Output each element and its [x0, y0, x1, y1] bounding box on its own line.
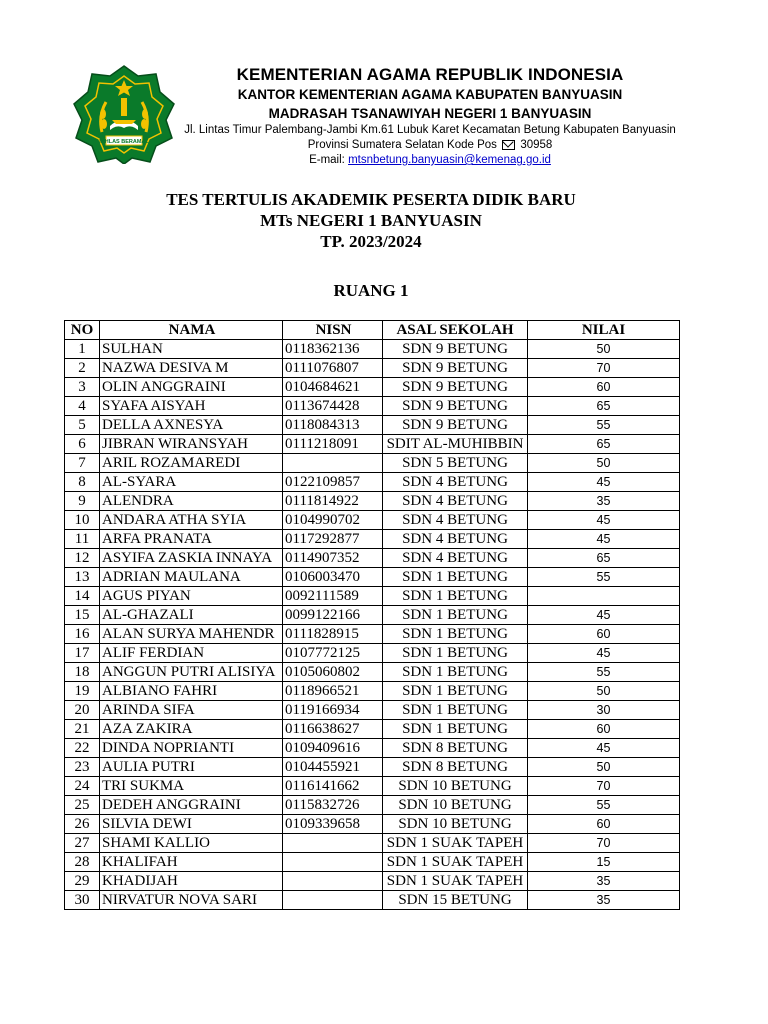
table-row: [65, 644, 680, 663]
cell-nama: ALIF FERDIAN: [100, 644, 283, 663]
cell-asal-sekolah: SDN 4 BETUNG: [383, 549, 528, 568]
cell-asal-sekolah: SDN 10 BETUNG: [383, 815, 528, 834]
table-row: [65, 568, 680, 587]
cell-nama: DEDEH ANGGRAINI: [100, 796, 283, 815]
table-row: [65, 701, 680, 720]
cell-nama: SHAMI KALLIO: [100, 834, 283, 853]
email-link[interactable]: mtsnbetung.banyuasin@kemenag.go.id: [348, 154, 551, 166]
title-line-1: TES TERTULIS AKADEMIK PESERTA DIDIK BARU: [166, 190, 576, 209]
cell-nisn: [283, 891, 383, 910]
cell-nama: AZA ZAKIRA: [100, 720, 283, 739]
document-title: [0, 189, 742, 252]
table-row: [65, 378, 680, 397]
cell-nisn: [283, 454, 383, 473]
cell-no: 28: [65, 853, 100, 872]
cell-nama: KHADIJAH: [100, 872, 283, 891]
cell-no: 13: [65, 568, 100, 587]
cell-no: 26: [65, 815, 100, 834]
cell-nama: ANGGUN PUTRI ALISIYA: [100, 663, 283, 682]
cell-nilai: 50: [528, 340, 680, 359]
cell-asal-sekolah: SDN 10 BETUNG: [383, 796, 528, 815]
table-row: [65, 492, 680, 511]
title-line-3: TP. 2023/2024: [320, 232, 422, 251]
table-row: [65, 359, 680, 378]
table-row: [65, 853, 680, 872]
table-row: [65, 815, 680, 834]
cell-nama: AGUS PIYAN: [100, 587, 283, 606]
cell-asal-sekolah: SDN 9 BETUNG: [383, 340, 528, 359]
cell-nilai: 50: [528, 758, 680, 777]
cell-no: 29: [65, 872, 100, 891]
ministry-name: KEMENTERIAN AGAMA REPUBLIK INDONESIA: [236, 65, 624, 84]
cell-no: 12: [65, 549, 100, 568]
cell-asal-sekolah: SDN 1 BETUNG: [383, 625, 528, 644]
cell-nilai: 55: [528, 796, 680, 815]
table-row: [65, 891, 680, 910]
cell-asal-sekolah: SDN 10 BETUNG: [383, 777, 528, 796]
cell-nisn: 0104684621: [283, 378, 383, 397]
cell-nisn: 0116141662: [283, 777, 383, 796]
cell-nisn: 0109409616: [283, 739, 383, 758]
cell-no: 18: [65, 663, 100, 682]
cell-nisn: 0118362136: [283, 340, 383, 359]
email-line: [180, 153, 680, 168]
cell-nisn: 0111814922: [283, 492, 383, 511]
cell-asal-sekolah: SDN 5 BETUNG: [383, 454, 528, 473]
title-line-2: MTs NEGERI 1 BANYUASIN: [260, 211, 482, 230]
cell-asal-sekolah: SDN 1 BETUNG: [383, 644, 528, 663]
cell-nama: SULHAN: [100, 340, 283, 359]
table-row: [65, 606, 680, 625]
cell-nama: ALBIANO FAHRI: [100, 682, 283, 701]
table-row: [65, 682, 680, 701]
table-row: [65, 663, 680, 682]
email-label: E-mail:: [309, 154, 345, 166]
cell-nisn: 0111218091: [283, 435, 383, 454]
cell-nisn: 0118966521: [283, 682, 383, 701]
table-row: [65, 587, 680, 606]
cell-nisn: 0105060802: [283, 663, 383, 682]
cell-no: 5: [65, 416, 100, 435]
cell-no: 11: [65, 530, 100, 549]
cell-nisn: [283, 872, 383, 891]
table-header-row: [65, 321, 680, 340]
cell-asal-sekolah: SDN 4 BETUNG: [383, 492, 528, 511]
cell-asal-sekolah: SDN 1 BETUNG: [383, 587, 528, 606]
cell-nisn: 0099122166: [283, 606, 383, 625]
postal-code: 30958: [520, 139, 553, 151]
cell-nisn: [283, 853, 383, 872]
cell-asal-sekolah: SDN 4 BETUNG: [383, 473, 528, 492]
cell-nisn: 0118084313: [283, 416, 383, 435]
column-header-nisn: NISN: [283, 321, 383, 340]
cell-nama: ARFA PRANATA: [100, 530, 283, 549]
cell-nama: KHALIFAH: [100, 853, 283, 872]
cell-nisn: 0113674428: [283, 397, 383, 416]
logo-motto: IKHLAS BERAMAL: [99, 139, 149, 145]
column-header-nama: NAMA: [100, 321, 283, 340]
cell-nisn: 0116638627: [283, 720, 383, 739]
cell-nisn: 0104455921: [283, 758, 383, 777]
cell-nisn: 0107772125: [283, 644, 383, 663]
cell-no: 23: [65, 758, 100, 777]
table-row: [65, 777, 680, 796]
table-row: [65, 549, 680, 568]
cell-nisn: 0106003470: [283, 568, 383, 587]
cell-nama: DELLA AXNESYA: [100, 416, 283, 435]
table-row: [65, 834, 680, 853]
kemenag-logo-icon: [72, 64, 176, 164]
cell-asal-sekolah: SDN 9 BETUNG: [383, 397, 528, 416]
cell-nilai: 45: [528, 473, 680, 492]
cell-no: 14: [65, 587, 100, 606]
cell-nilai: 35: [528, 891, 680, 910]
cell-nilai: 70: [528, 777, 680, 796]
column-header-asal-sekolah: ASAL SEKOLAH: [383, 321, 528, 340]
cell-nisn: 0111076807: [283, 359, 383, 378]
cell-nilai: 45: [528, 606, 680, 625]
cell-asal-sekolah: SDN 15 BETUNG: [383, 891, 528, 910]
cell-nilai: 65: [528, 435, 680, 454]
table-row: [65, 435, 680, 454]
cell-no: 6: [65, 435, 100, 454]
cell-no: 1: [65, 340, 100, 359]
cell-asal-sekolah: SDN 8 BETUNG: [383, 739, 528, 758]
table-body: [65, 340, 680, 910]
cell-nisn: 0122109857: [283, 473, 383, 492]
province-text: Provinsi Sumatera Selatan Kode Pos: [307, 139, 497, 151]
cell-asal-sekolah: SDN 8 BETUNG: [383, 758, 528, 777]
room-title: RUANG 1: [333, 281, 409, 300]
cell-nama: ARINDA SIFA: [100, 701, 283, 720]
cell-asal-sekolah: SDIT AL-MUHIBBIN: [383, 435, 528, 454]
cell-nilai: 30: [528, 701, 680, 720]
cell-nama: ALENDRA: [100, 492, 283, 511]
table-row: [65, 872, 680, 891]
cell-no: 24: [65, 777, 100, 796]
institution-header: [180, 64, 680, 168]
cell-nama: NAZWA DESIVA M: [100, 359, 283, 378]
cell-no: 19: [65, 682, 100, 701]
cell-nilai: 60: [528, 378, 680, 397]
cell-no: 22: [65, 739, 100, 758]
cell-asal-sekolah: SDN 1 BETUNG: [383, 663, 528, 682]
cell-nilai: 45: [528, 644, 680, 663]
column-header-nilai: NILAI: [528, 321, 680, 340]
cell-nilai: 70: [528, 359, 680, 378]
cell-nilai: 60: [528, 720, 680, 739]
cell-no: 20: [65, 701, 100, 720]
cell-asal-sekolah: SDN 1 BETUNG: [383, 606, 528, 625]
cell-nama: ASYIFA ZASKIA INNAYA: [100, 549, 283, 568]
cell-nisn: 0092111589: [283, 587, 383, 606]
cell-no: 21: [65, 720, 100, 739]
table-row: [65, 511, 680, 530]
province-line: [180, 138, 680, 153]
cell-nisn: 0115832726: [283, 796, 383, 815]
cell-no: 10: [65, 511, 100, 530]
cell-nisn: 0109339658: [283, 815, 383, 834]
cell-nilai: 50: [528, 682, 680, 701]
cell-nama: ALAN SURYA MAHENDR: [100, 625, 283, 644]
table-row: [65, 530, 680, 549]
cell-nisn: [283, 834, 383, 853]
cell-nilai: 45: [528, 530, 680, 549]
cell-no: 3: [65, 378, 100, 397]
table-row: [65, 625, 680, 644]
cell-nama: JIBRAN WIRANSYAH: [100, 435, 283, 454]
cell-no: 25: [65, 796, 100, 815]
cell-nama: AL-GHAZALI: [100, 606, 283, 625]
table-row: [65, 454, 680, 473]
cell-nilai: 65: [528, 549, 680, 568]
cell-nilai: 70: [528, 834, 680, 853]
cell-nisn: 0114907352: [283, 549, 383, 568]
cell-nama: ADRIAN MAULANA: [100, 568, 283, 587]
cell-nilai: 55: [528, 568, 680, 587]
cell-no: 27: [65, 834, 100, 853]
cell-asal-sekolah: SDN 1 BETUNG: [383, 720, 528, 739]
cell-no: 16: [65, 625, 100, 644]
cell-asal-sekolah: SDN 4 BETUNG: [383, 511, 528, 530]
table-row: [65, 739, 680, 758]
cell-no: 15: [65, 606, 100, 625]
cell-nilai: 60: [528, 815, 680, 834]
cell-nama: AULIA PUTRI: [100, 758, 283, 777]
cell-asal-sekolah: SDN 1 BETUNG: [383, 568, 528, 587]
cell-nilai: 45: [528, 511, 680, 530]
cell-nama: NIRVATUR NOVA SARI: [100, 891, 283, 910]
cell-no: 9: [65, 492, 100, 511]
cell-no: 17: [65, 644, 100, 663]
cell-nilai: 35: [528, 872, 680, 891]
cell-nama: SILVIA DEWI: [100, 815, 283, 834]
cell-nisn: 0111828915: [283, 625, 383, 644]
cell-asal-sekolah: SDN 1 SUAK TAPEH: [383, 853, 528, 872]
cell-nisn: 0119166934: [283, 701, 383, 720]
cell-asal-sekolah: SDN 9 BETUNG: [383, 378, 528, 397]
table-row: [65, 416, 680, 435]
table-row: [65, 473, 680, 492]
school-name: MADRASAH TSANAWIYAH NEGERI 1 BANYUASIN: [268, 106, 592, 121]
cell-nilai: 50: [528, 454, 680, 473]
table-row: [65, 340, 680, 359]
cell-nama: ANDARA ATHA SYIA: [100, 511, 283, 530]
envelope-icon: [502, 140, 515, 150]
address-line: Jl. Lintas Timur Palembang-Jambi Km.61 Lubuk Karet Kecamatan Betung Kabupaten Banyuasin: [184, 124, 676, 136]
cell-nama: AL-SYARA: [100, 473, 283, 492]
cell-nama: SYAFA AISYAH: [100, 397, 283, 416]
cell-asal-sekolah: SDN 1 SUAK TAPEH: [383, 834, 528, 853]
cell-asal-sekolah: SDN 9 BETUNG: [383, 359, 528, 378]
office-name: KANTOR KEMENTERIAN AGAMA KABUPATEN BANYUASIN: [237, 87, 623, 102]
cell-no: 2: [65, 359, 100, 378]
cell-asal-sekolah: SDN 4 BETUNG: [383, 530, 528, 549]
table-row: [65, 397, 680, 416]
table-row: [65, 758, 680, 777]
cell-nama: OLIN ANGGRAINI: [100, 378, 283, 397]
cell-no: 8: [65, 473, 100, 492]
cell-asal-sekolah: SDN 9 BETUNG: [383, 416, 528, 435]
cell-no: 4: [65, 397, 100, 416]
cell-nilai: 45: [528, 739, 680, 758]
cell-asal-sekolah: SDN 1 BETUNG: [383, 701, 528, 720]
cell-nilai: 60: [528, 625, 680, 644]
cell-asal-sekolah: SDN 1 BETUNG: [383, 682, 528, 701]
cell-nilai: 55: [528, 416, 680, 435]
cell-nama: ARIL ROZAMAREDI: [100, 454, 283, 473]
cell-no: 7: [65, 454, 100, 473]
cell-nilai: 65: [528, 397, 680, 416]
table-row: [65, 796, 680, 815]
cell-no: 30: [65, 891, 100, 910]
cell-nilai: [528, 587, 680, 606]
results-table: [64, 320, 680, 910]
cell-nilai: 35: [528, 492, 680, 511]
letterhead: [0, 0, 768, 170]
cell-nisn: 0117292877: [283, 530, 383, 549]
cell-asal-sekolah: SDN 1 SUAK TAPEH: [383, 872, 528, 891]
cell-nilai: 15: [528, 853, 680, 872]
cell-nisn: 0104990702: [283, 511, 383, 530]
cell-nama: TRI SUKMA: [100, 777, 283, 796]
table-row: [65, 720, 680, 739]
cell-nama: DINDA NOPRIANTI: [100, 739, 283, 758]
cell-nilai: 55: [528, 663, 680, 682]
column-header-no: NO: [65, 321, 100, 340]
